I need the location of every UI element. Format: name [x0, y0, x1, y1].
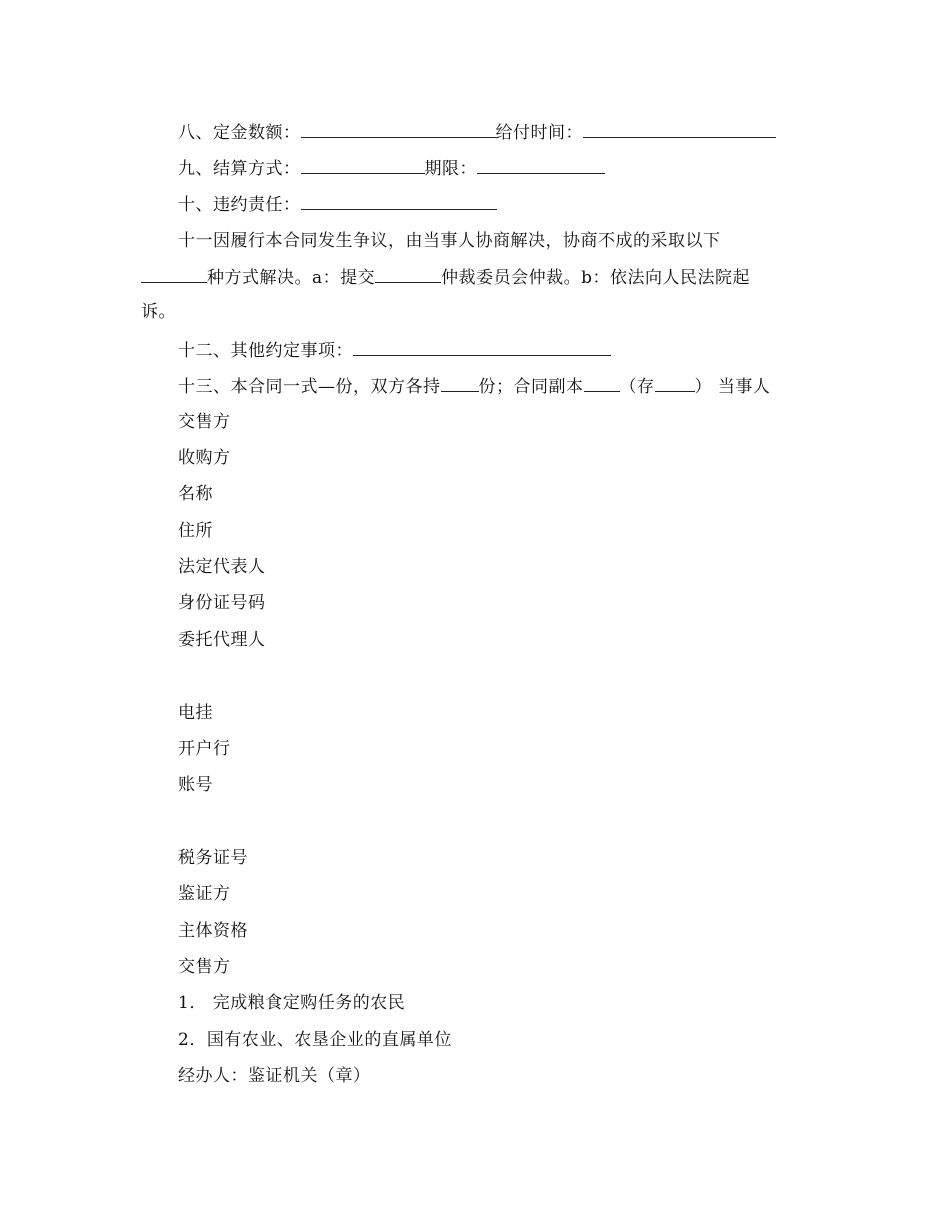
party-seller: 交售方	[178, 412, 231, 432]
item-11-line-3: 诉。	[141, 302, 176, 322]
party-buyer: 收购方	[178, 448, 231, 468]
liability-label: 十、违约责任：	[178, 195, 301, 215]
party-id-number: 身份证号码	[178, 593, 266, 613]
bank-cable: 电挂	[178, 703, 213, 723]
tax-registration: 税务证号	[178, 848, 248, 868]
copies-mid-2: （存	[619, 377, 655, 397]
other-terms-label: 十二、其他约定事项：	[178, 341, 353, 361]
party-name: 名称	[178, 484, 213, 504]
verifier: 鉴证方	[178, 884, 231, 904]
method-count-blank	[141, 266, 207, 283]
handler-seal: 经办人：鉴证机关（章）	[178, 1066, 371, 1086]
item-12-other-terms	[178, 339, 611, 362]
item-10-liability	[178, 193, 497, 216]
liability-blank	[301, 193, 497, 210]
settlement-method-blank	[301, 157, 425, 174]
item-11-line-1: 十一因履行本合同发生争议，由当事人协商解决，协商不成的采取以下	[178, 231, 721, 251]
copies-each-blank	[441, 375, 479, 392]
copies-prefix: 十三、本合同一式—份，双方各持	[178, 377, 441, 397]
seller-qualification: 交售方	[178, 957, 231, 977]
item-8-deposit	[178, 121, 776, 144]
item-9-settlement	[178, 157, 605, 180]
pay-time-label: 给付时间：	[495, 123, 583, 143]
period-label: 期限：	[424, 159, 477, 179]
copies-tail: ） 当事人	[694, 377, 771, 397]
period-blank	[477, 157, 605, 174]
settlement-method-label: 九、结算方式：	[178, 159, 301, 179]
party-address: 住所	[178, 521, 213, 541]
bank-account: 账号	[178, 775, 213, 795]
copies-mid-1: 份；合同副本	[478, 377, 584, 397]
qualification: 主体资格	[178, 921, 248, 941]
item-13-copies	[178, 375, 770, 398]
qualification-item-2: 2．国有农业、农垦企业的直属单位	[178, 1030, 452, 1050]
deposit-amount-blank	[301, 121, 496, 138]
arbitration-commission-blank	[375, 266, 441, 283]
pay-time-blank	[583, 121, 776, 138]
deposit-amount-label: 八、定金数额：	[178, 123, 301, 143]
stored-by-blank	[655, 375, 695, 392]
method-text: 种方式解决。a：提交	[207, 268, 376, 288]
arbitration-text: 仲裁委员会仲裁。b：依法向人民法院起	[441, 268, 751, 288]
item-11-line-2	[141, 266, 750, 289]
party-agent: 委托代理人	[178, 630, 266, 650]
duplicate-count-blank	[584, 375, 620, 392]
other-terms-blank	[353, 339, 611, 356]
qualification-item-1: 1． 完成粮食定购任务的农民	[178, 993, 406, 1013]
bank-opening-bank: 开户行	[178, 739, 231, 759]
party-legal-rep: 法定代表人	[178, 557, 266, 577]
